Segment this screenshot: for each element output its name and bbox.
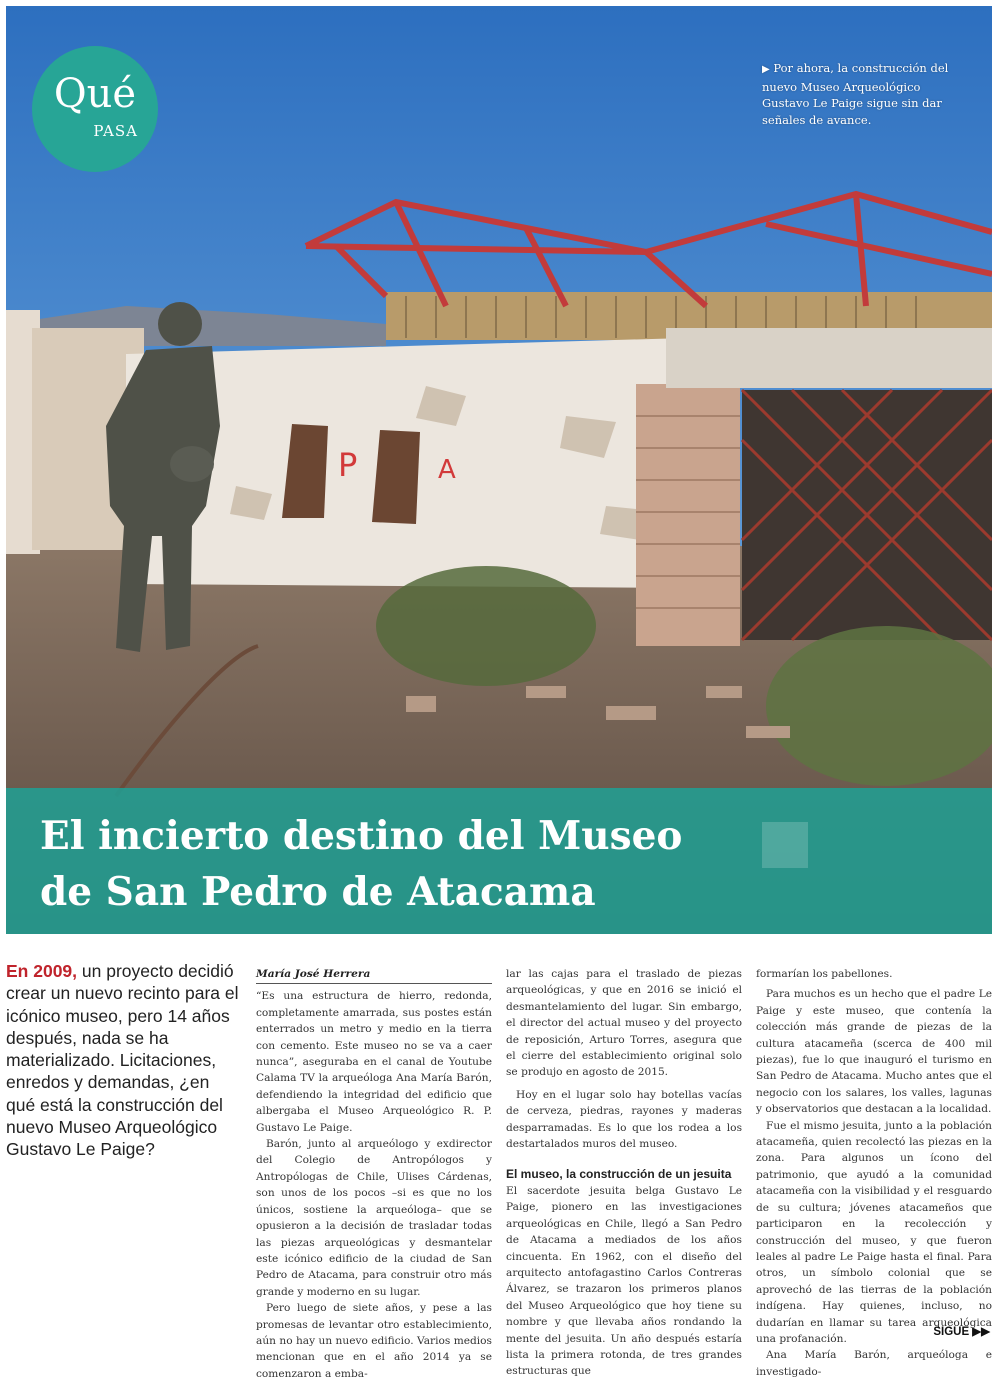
paragraph: “Es una estructura de hierro, redonda, completamente amarrada, sus postes están enterrados un metro y medio en la tierra con cemento. Este museo no se va a caer nunca”, aseguraba en el canal de Youtube Calama TV la arqueóloga Ana María Barón, defendiendo la integridad del edificio que albergaba el Museo Arqueológico R. P. Gustavo Le Paige. [256, 990, 492, 1134]
lead-paragraph [6, 960, 242, 1161]
byline: María José Herrera [256, 966, 492, 984]
photo-caption-text: Por ahora, la construcción del nuevo Museo Arqueológico Gustavo Le Paige sigue sin dar señales de avance. [762, 61, 949, 127]
caption-arrow-icon: ▶ [762, 64, 770, 75]
headline [40, 808, 760, 920]
paragraph: formarían los pabellones. [756, 968, 893, 980]
paragraph: Pero luego de siete años, y pese a las promesas de levantar otro establecimiento, aún no hay un nuevo edificio. Varios medios mencionan que en el año 2014 ya se comenzaron a emba- [256, 1302, 492, 1380]
photo-caption [762, 60, 962, 128]
section-badge [32, 46, 158, 172]
svg-text:A: A [438, 455, 456, 485]
lead-highlight: En 2009, [6, 961, 78, 981]
section-subhead: El museo, la construcción de un jesuita [506, 1167, 732, 1182]
section-badge-title: Qué [53, 71, 137, 117]
column-4 [756, 966, 992, 1380]
paragraph: Hoy en el lugar solo hay botellas vacías de cerveza, piedras, rayones y maderas desparramadas. Es lo que los rodea a los destartalados muros del museo. [506, 1088, 742, 1151]
paragraph: El sacerdote jesuita belga Gustavo Le Paige, pionero en las investigaciones arqueológicas en Chile, llegó a San Pedro de Atacama a mediados de los años cincuenta. En 1962, con el diseño del arquitecto antofagastino Carlos Contreras Álvarez, se trazaron los primeros planos del Museo Arqueológico que hoy tiene su nombre y que llevaba años rondando la mente del jesuita. Un año después estaría lista la primera rotonda, de tres grandes estructuras que [506, 1184, 742, 1378]
column-2 [256, 966, 492, 1382]
lead-text: un proyecto decidió crear un nuevo recinto para el icónico museo, pero 14 años después, nada se ha materializado. Licitaciones, enredos y demandas, ¿en qué está la construcción del nuevo Museo Arqueológico Gustavo Le Paige? [6, 961, 239, 1160]
decorative-square [762, 822, 808, 868]
continue-indicator: SIGUE ▶▶ [933, 1326, 990, 1338]
section-badge-subtitle: PASA [93, 122, 138, 140]
paragraph: lar las cajas para el traslado de piezas arqueológicas, y que en 2016 se inició el desmantelamiento del lugar. Sin embargo, el director del actual museo y del proyecto de reposición, Arturo Torres, asegura que el cierre del establecimiento original solo se produjo en agosto de 2015. [506, 968, 742, 1079]
paragraph: Ana María Barón, arqueóloga e investigado- [756, 1349, 992, 1378]
paragraph: Barón, junto al arqueólogo y exdirector del Colegio de Antropólogos y Antropólogas de Chile, Ulises Cárdenas, son unos de los pocos –si es que no los únicos, sostiene la arqueóloga– que se opusieron a la decisión de trasladar todas las piezas arqueológicas y desmantelar este icónico edificio de la ciudad de San Pedro de Atacama, para construir otro más grande y moderno en su lugar. [256, 1138, 492, 1298]
paragraph: Para muchos es un hecho que el padre Le Paige y este museo, que contenía la colección más grande de piezas de la cultura atacameña (scerca de 400 mil piezas), fue lo que inauguró el turismo en San Pedro de Atacama. Mucho antes que el negocio con los salares, los valles, lagunas y observatorios que destacan a la localidad. [756, 988, 992, 1116]
headline-band [6, 788, 992, 934]
headline-line-2: de San Pedro de Atacama [40, 869, 596, 915]
column-3 [506, 966, 742, 1380]
paragraph: Fue el mismo jesuita, junto a la población atacameña, quien recolectó las piezas en la zona. Para algunos un ícono del patrimonio, que ayudó a la comunidad atacameña con la visibilidad y el resguardo de su cultura; jóvenes atacameños que participaron en la recolección y construcción del museo, y que fueron leales al padre Le Paige hasta el final. Para otros, un símbolo colonial que se aprovechó de las tierras de la población indígena. Hay quienes, incluso, no dudarían en llamar su tarea arqueológica una profanación. [756, 1119, 992, 1345]
headline-line-1: El incierto destino del Museo [40, 813, 683, 859]
svg-text:P: P [338, 446, 358, 484]
